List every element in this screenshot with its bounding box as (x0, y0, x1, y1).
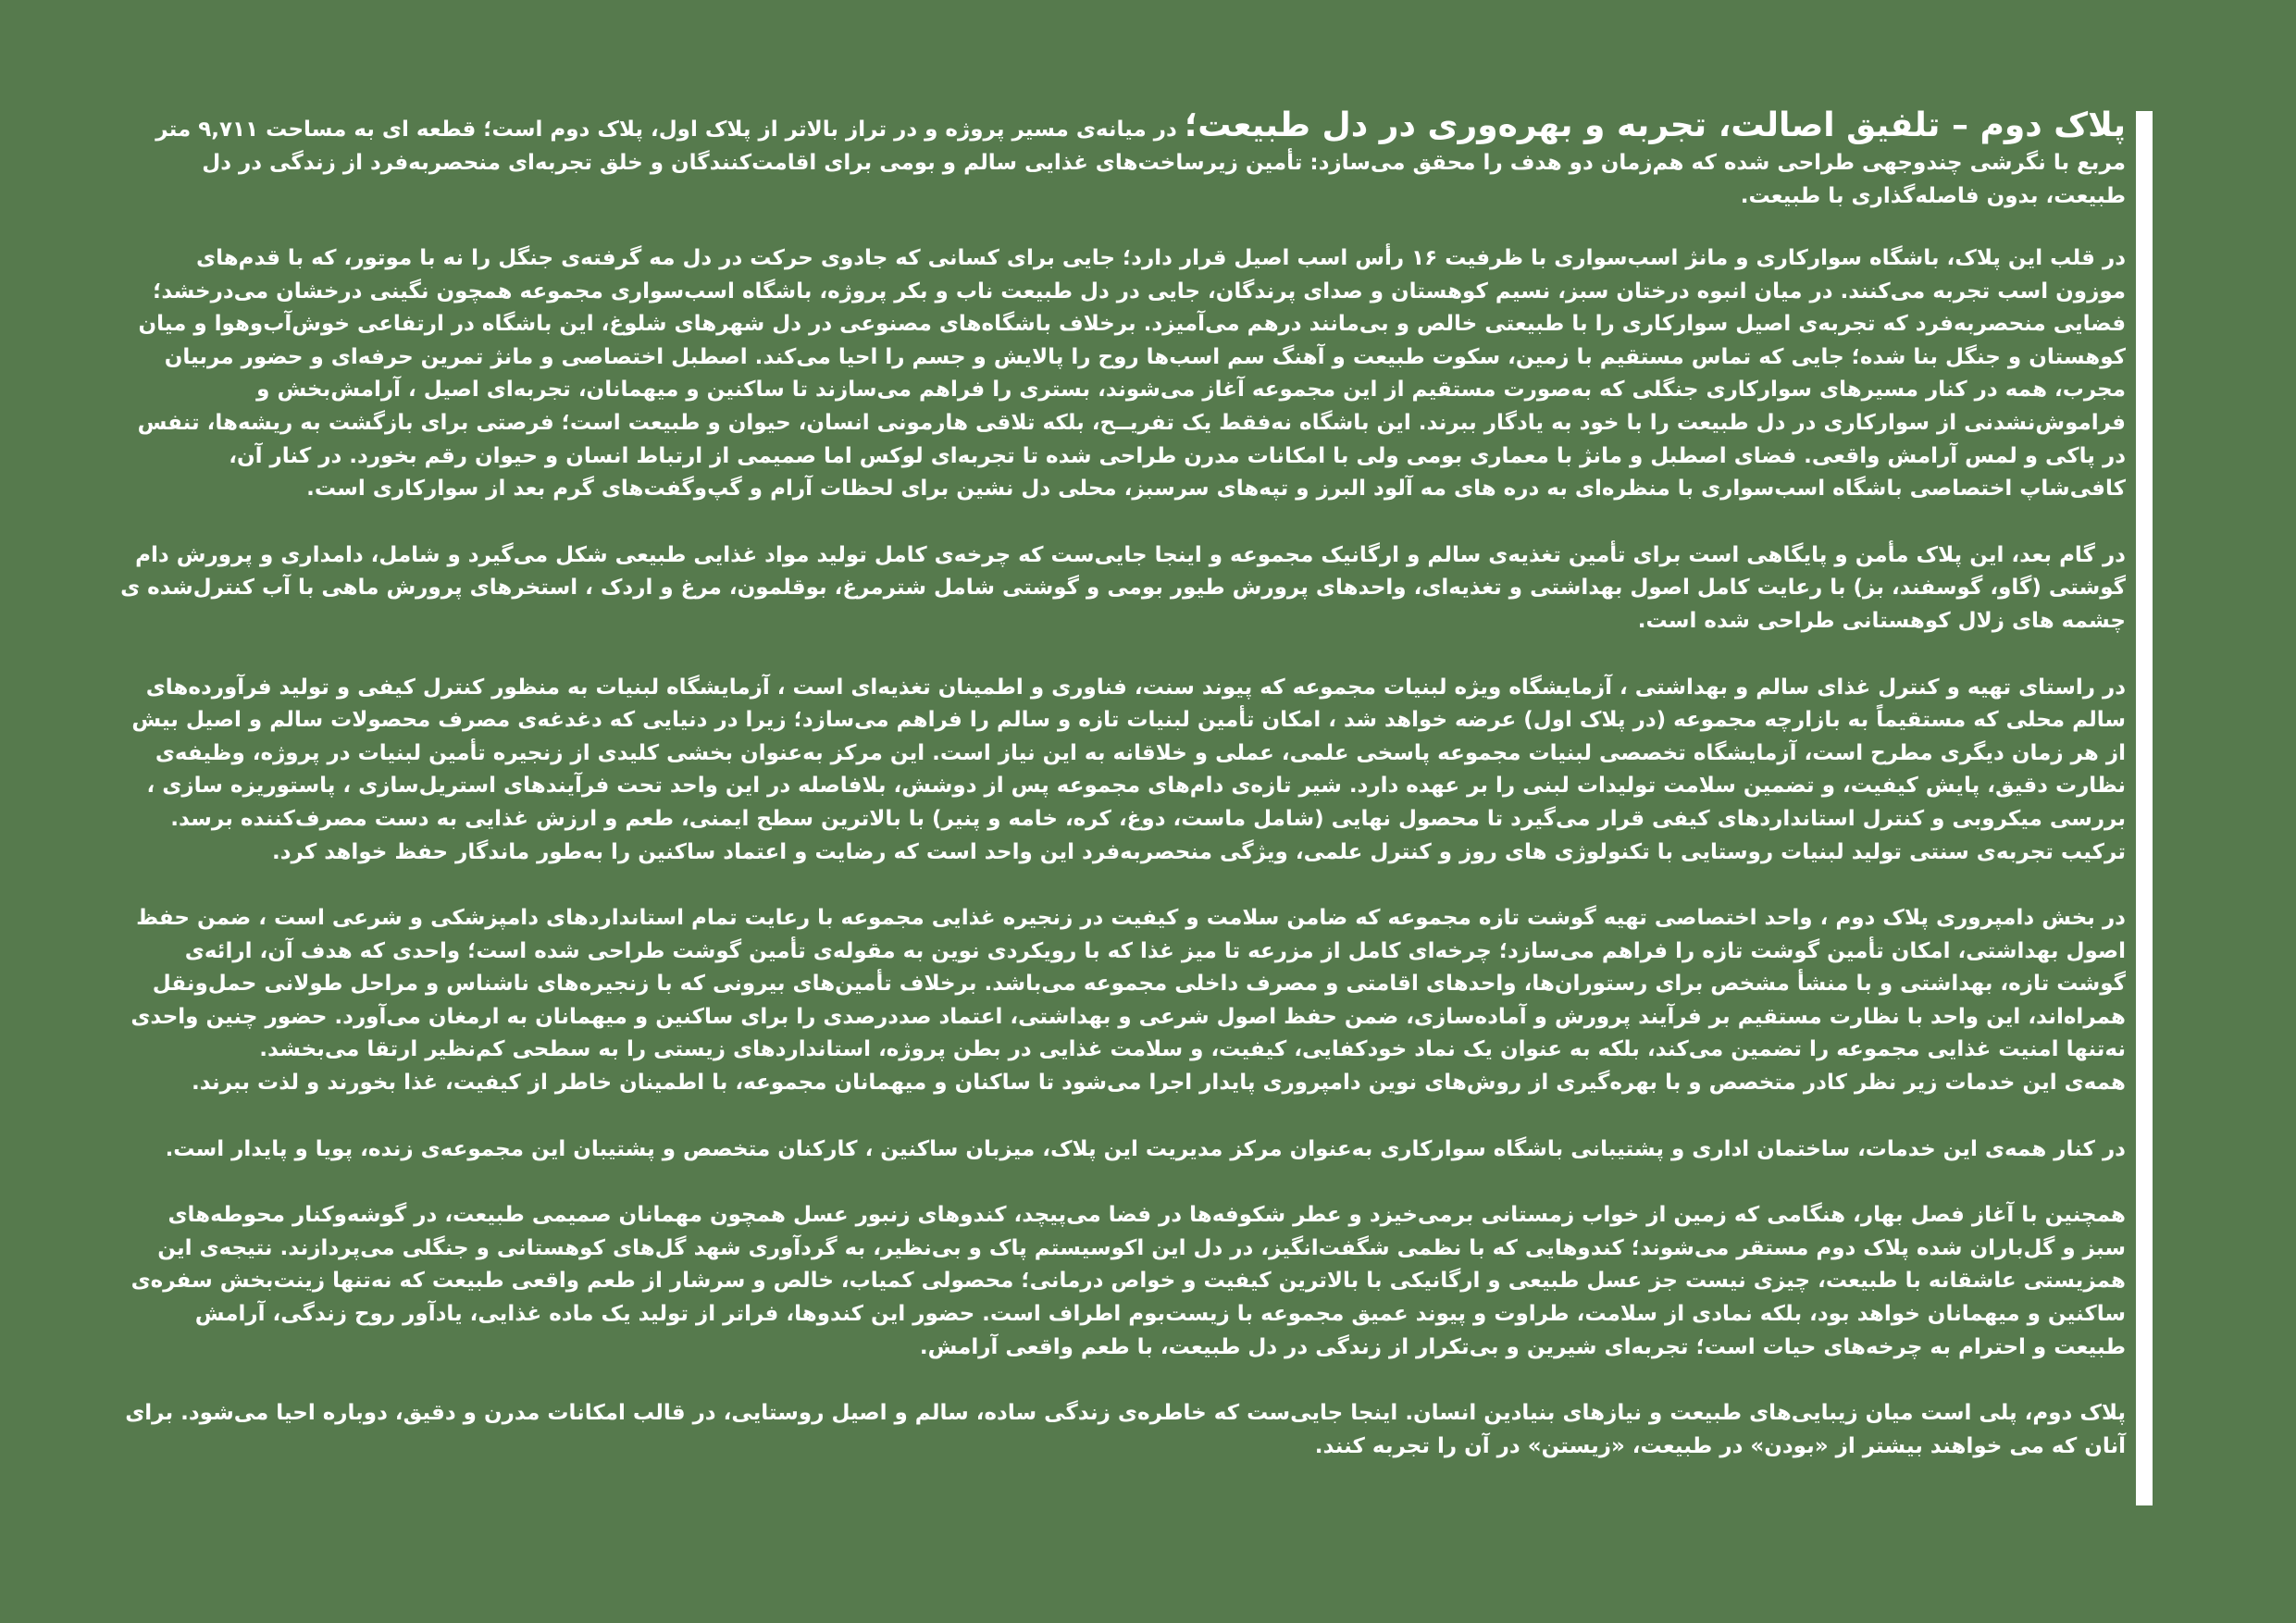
intro-text: در میانه‌ی مسیر پروژه و در تراز بالاتر از پلاک اول، پلاک دوم است؛ قطعه ای به مساحت ۹,۷۱۱ متر مربع با نگرشی چندوجهی طراحی شده که هم‌زمان دو هدف را محقق می‌سازد: تأمین زیرساخت‌های غذایی سالم و بومی برای اقامت‌کنندگان و خلق تجربه‌ای منحصربه‌فرد از زندگی در دل طبیعت، بدون فاصله‌گذاری با طبیعت. (155, 118, 2126, 208)
paragraph-riding-club: در قلب این پلاک، باشگاه سوارکاری و مانژ اسب‌سواری با ظرفیت ۱۶ رأس اسب اصیل قرار دارد؛ جایی برای کسانی که جادوی حرکت در دل مه گرفته‌ی جنگل را نه با موتور، که با قدم‌های موزون اسب تجربه می‌کنند. در میان انبوه درختان سبز، نسیم کوهستان و صدای پرندگان، جایی در دل طبیعت ناب و بکر پروژه، باشگاه اسب‌سواری مجموعه همچون نگینی درخشان می‌درخشد؛ فضایی منحصربه‌فرد که تجربه‌ی اصیل سوارکاری را با طبیعتی خالص و بی‌مانند درهم می‌آمیزد. برخلاف باشگاه‌های مصنوعی در دل شهرهای شلوغ، این باشگاه در ارتفاعی خوش‌آب‌وهوا و میان کوهستان و جنگل بنا شده؛ جایی که تماس مستقیم با زمین، سکوت طبیعت و آهنگ سم اسب‌ها روح را پالایش و جسم را احیا می‌کند. اصطبل اختصاصی و مانژ تمرین حرفه‌ای و حضور مربیان مجرب، همه در کنار مسیرهای سوارکاری جنگلی که به‌صورت مستقیم از این مجموعه آغاز می‌شوند، بستری را فراهم می‌سازند تا ساکنین و میهمانان، تجربه‌ای اصیل ، آرامش‌بخش و فراموش‌نشدنی از سوارکاری در دل طبیعت را با خود به یادگار ببرند. این باشگاه نه‌فقط یک تفریــح، بلکه تلاقی هارمونی انسان، حیوان و طبیعت است؛ فرصتی برای بازگشت به ریشه‌ها، تنفس در پاکی و لمس آرامش واقعی. فضای اصطبل و مانژ با معماری بومی ولی با امکانات مدرن طراحی شده تا تجربه‌ای لوکس اما صمیمی از ارتباط انسان و حیوان رقم بخورد. در کنار آن، کافی‌شاپ اختصاصی باشگاه اسب‌سواری با منظره‌ای به دره های مه آلود البرز و تپه‌های سرسبز، محلی دل نشین برای لحظات آرام و گپ‌وگفت‌های گرم بعد از سوارکاری است. (137, 246, 2126, 502)
text-column (120, 106, 2126, 1496)
vertical-accent-bar (2136, 111, 2153, 1505)
paragraph-meat-unit (120, 902, 2126, 1100)
paragraph-beehives: همچنین با آغاز فصل بهار، هنگامی که زمین از خواب زمستانی برمی‌خیزد و عطر شکوفه‌ها در فضا می‌پیچد، کندوهای زنبور عسل همچون مهمانان صمیمی طبیعت، در گوشه‌وکنار محوطه‌های سبز و گل‌باران شده پلاک دوم مستقر می‌شوند؛ کندوهایی که با نظمی شگفت‌انگیز، در دل این اکوسیستم پاک و بی‌نظیر، به گردآوری شهد گل‌های کوهستانی و جنگلی می‌پردازند. نتیجه‌ی این همزیستی عاشقانه با طبیعت، چیزی نیست جز عسل طبیعی و ارگانیکی با بالاترین کیفیت و خواص درمانی؛ محصولی کمیاب، خالص و سرشار از طعم واقعی طبیعت که نه‌تنها زینت‌بخش سفره‌ی ساکنین و میهمانان خواهد بود، بلکه نمادی از سلامت، طراوت و پیوند عمیق مجموعه با زیست‌بوم اطراف است. حضور این کندوها، فراتر از تولید یک ماده غذایی، یادآور روح زندگی، آرامش طبیعت و احترام به چرخه‌های حیات است؛ تجربه‌ای شیرین و بی‌تکرار از زندگی در دل طبیعت، با طعم واقعی آرامش. (130, 1203, 2126, 1359)
section-headline: پلاک دوم – تلفیق اصالت، تجربه و بهره‌وری در دل طبیعت؛ (1184, 106, 2126, 144)
intro-paragraph (120, 106, 2126, 213)
paragraph-dairy-lab: در راستای تهیه و کنترل غذای سالم و بهداشتی ، آزمایشگاه ویژه لبنیات مجموعه که پیوند سنت، فناوری و اطمینان تغذیه‌ای است ، آزمایشگاه لبنیات به منظور کنترل کیفی و تولید فرآورده‌های سالم محلی که مستقیماً به بازارچه مجموعه (در پلاک اول) عرضه خواهد شد ، امکان تأمین لبنیات تازه و سالم را فراهم می‌سازد؛ زیرا در دنیایی که دغدغه‌ی مصرف محصولات سالم و اصیل بیش از هر زمان دیگری مطرح است، آزمایشگاه تخصصی لبنیات مجموعه پاسخی علمی، عملی و خلاقانه به این نیاز است. این مرکز به‌عنوان بخشی کلیدی از زنجیره تأمین لبنیات در پروژه، وظیفه‌ی نظارت دقیق، پایش کیفیت، و تضمین سلامت تولیدات لبنی را بر عهده دارد. شیر تازه‌ی دام‌های مجموعه پس از دوشش، بلافاصله در این واحد تحت فرآیندهای استریل‌سازی ، پاستوریزه سازی ، بررسی میکروبی و کنترل استانداردهای کیفی قرار می‌گیرد تا محصول نهایی (شامل ماست، دوغ، کره، خامه و پنیر) با بالاترین سطح ایمنی، طعم و ارزش غذایی به دست مصرف‌کننده برسد. ترکیب تجربه‌ی سنتی تولید لبنیات روستایی با تکنولوژی های روز و کنترل علمی، ویژگی منحصربه‌فرد این واحد است که رضایت و اعتماد ساکنین را به‌طور ماندگار حفظ خواهد کرد. (131, 675, 2126, 864)
paragraph-admin-building: در کنار همه‌ی این خدمات، ساختمان اداری و پشتیبانی باشگاه سوارکاری به‌عنوان مرکز مدیریت این پلاک، میزبان ساکنین ، کارکنان متخصص و پشتیبان این مجموعه‌ی زنده، پویا و پایدار است. (165, 1136, 2126, 1161)
meat-unit-closing: همه‌ی این خدمات زیر نظر کادر متخصص و با بهره‌گیری از روش‌های نوین دامپروری پایدار اجرا می‌شود تا ساکنان و میهمانان مجموعه، با اطمینان خاطر از کیفیت، غذا بخورند و لذت ببرند. (191, 1071, 2126, 1096)
meat-unit-text: در بخش دامپروری پلاک دوم ، واحد اختصاصی تهیه گوشت تازه مجموعه که ضامن سلامت و کیفیت در زنجیره غذایی مجموعه با رعایت تمام استانداردهای دامپزشکی و شرعی است ، ضمن حفظ اصول بهداشتی، امکان تأمین گوشت تازه را فراهم می‌سازد؛ چرخه‌ای کامل از مزرعه تا میز غذا که با رویکردی نوین به مقوله‌ی تأمین گوشت طراحی شده است؛ واحدی که هدف آن، ارائه‌ی گوشت تازه، بهداشتی و با منشأ مشخص برای رستوران‌ها، واحدهای اقامتی و مصرف داخلی مجموعه می‌باشد. برخلاف تأمین‌های بیرونی که با زنجیره‌های ناشناس و مراحل طولانی حمل‌ونقل همراه‌اند، این واحد با نظارت مستقیم بر فرآیند پرورش و آماده‌سازی، ضمن حفظ اصول شرعی و بهداشتی، اعتماد صددرصدی را برای ساکنین و میهمانان به ارمغان می‌آورد. حضور چنین واحدی نه‌تنها امنیت غذایی مجموعه را تضمین می‌کند، بلکه به عنوان یک نماد خودکفایی، کیفیت، و سلامت غذایی در بطن پروژه، استانداردهای زیستی را به سطحی کم‌نظیر ارتقا می‌بخشد. (130, 906, 2126, 1062)
paragraph-conclusion: پلاک دوم، پلی است میان زیبایی‌های طبیعت و نیازهای بنیادین انسان. اینجا جایی‌ست که خاطره‌ی زندگی ساده، سالم و اصیل روستایی، در قالب امکانات مدرن و دقیق، دوباره احیا می‌شود. برای آنان که می خواهند بیشتر از «بودن» در طبیعت، «زیستن» در آن را تجربه کنند. (125, 1401, 2126, 1458)
paragraph-livestock: در گام بعد، این پلاک مأمن و پایگاهی است برای تأمین تغذیه‌ی سالم و ارگانیک مجموعه و اینجا جایی‌ست که چرخه‌ی کامل تولید مواد غذایی طبیعی شکل می‌گیرد و شامل، دامداری و پرورش دام گوشتی (گاو، گوسفند، بز) با رعایت کامل اصول بهداشتی و تغذیه‌ای، واحدهای پرورش طیور بومی و گوشتی شامل شترمرغ، بوقلمون، مرغ و اردک ، استخرهای پرورش ماهی با آب کنترل‌شده ی چشمه های زلال کوهستانی طراحی شده است. (120, 542, 2126, 633)
